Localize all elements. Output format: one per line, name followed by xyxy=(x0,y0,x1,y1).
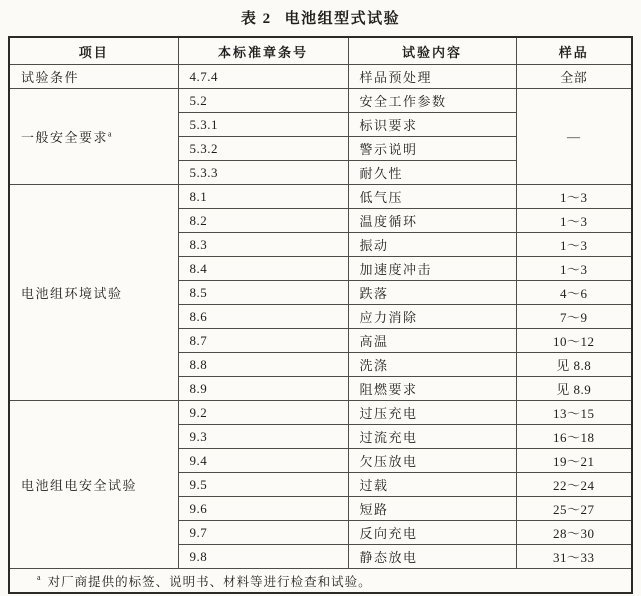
content-cell: 应力消除 xyxy=(348,305,516,329)
sample-cell: 1～3 xyxy=(516,233,632,257)
clause-cell: 8.1 xyxy=(178,185,348,209)
sample-cell: 19～21 xyxy=(516,449,632,473)
sample-cell: 见 8.9 xyxy=(516,377,632,401)
content-cell: 低气压 xyxy=(348,185,516,209)
clause-cell: 8.4 xyxy=(178,257,348,281)
clause-cell: 9.4 xyxy=(178,449,348,473)
content-cell: 洗涤 xyxy=(348,353,516,377)
footnote xyxy=(9,569,632,594)
group-item-cell: 电池组电安全试验 xyxy=(9,401,178,569)
table-row xyxy=(9,65,632,89)
content-cell: 警示说明 xyxy=(348,137,516,161)
table-row xyxy=(9,89,632,113)
table-title-text: 电池组型式试验 xyxy=(284,11,401,27)
clause-cell: 8.2 xyxy=(178,209,348,233)
clause-cell: 8.9 xyxy=(178,377,348,401)
clause-cell: 8.3 xyxy=(178,233,348,257)
clause-cell: 8.5 xyxy=(178,281,348,305)
clause-cell: 9.8 xyxy=(178,545,348,569)
type-test-table xyxy=(8,36,633,594)
clause-cell: 9.7 xyxy=(178,521,348,545)
clause-cell: 9.2 xyxy=(178,401,348,425)
sample-cell: 1～3 xyxy=(516,185,632,209)
group-item-label: 一般安全要求 xyxy=(21,130,109,145)
clause-cell: 9.3 xyxy=(178,425,348,449)
sample-cell: 全部 xyxy=(516,65,632,89)
sample-cell: 7～9 xyxy=(516,305,632,329)
footnote-text: 对厂商提供的标签、说明书、材料等进行检查和试验。 xyxy=(47,574,372,589)
clause-cell: 8.6 xyxy=(178,305,348,329)
content-cell: 安全工作参数 xyxy=(348,89,516,113)
sample-cell: 22～24 xyxy=(516,473,632,497)
sample-cell: 1～3 xyxy=(516,209,632,233)
clause-cell: 5.3.3 xyxy=(178,161,348,185)
group-item-cell xyxy=(9,89,178,185)
content-cell: 过流充电 xyxy=(348,425,516,449)
sample-cell: 4～6 xyxy=(516,281,632,305)
footnote-marker-superscript: a xyxy=(37,573,41,583)
clause-cell: 9.6 xyxy=(178,497,348,521)
clause-cell: 8.8 xyxy=(178,353,348,377)
content-cell: 高温 xyxy=(348,329,516,353)
table-title xyxy=(0,7,641,28)
sample-cell: 28～30 xyxy=(516,521,632,545)
footnote-row xyxy=(9,569,632,594)
column-header-content: 试验内容 xyxy=(348,37,516,65)
content-cell: 标识要求 xyxy=(348,113,516,137)
content-cell: 振动 xyxy=(348,233,516,257)
sample-cell: 16～18 xyxy=(516,425,632,449)
sample-cell: 31～33 xyxy=(516,545,632,569)
clause-cell: 5.2 xyxy=(178,89,348,113)
sample-cell: 1～3 xyxy=(516,257,632,281)
content-cell: 过载 xyxy=(348,473,516,497)
table-number: 表 2 xyxy=(240,11,272,27)
clause-cell: 5.3.2 xyxy=(178,137,348,161)
sample-cell: 见 8.8 xyxy=(516,353,632,377)
column-header-clause: 本标准章条号 xyxy=(178,37,348,65)
content-cell: 静态放电 xyxy=(348,545,516,569)
content-cell: 温度循环 xyxy=(348,209,516,233)
clause-cell: 9.5 xyxy=(178,473,348,497)
table-row xyxy=(9,185,632,209)
content-cell: 加速度冲击 xyxy=(348,257,516,281)
content-cell: 样品预处理 xyxy=(348,65,516,89)
group-item-cell: 试验条件 xyxy=(9,65,178,89)
content-cell: 跌落 xyxy=(348,281,516,305)
sample-cell: 13～15 xyxy=(516,401,632,425)
group-item-cell: 电池组环境试验 xyxy=(9,185,178,401)
content-cell: 反向充电 xyxy=(348,521,516,545)
content-cell: 阻燃要求 xyxy=(348,377,516,401)
merged-sample-cell: — xyxy=(516,89,632,185)
header-row xyxy=(9,37,632,65)
clause-cell: 5.3.1 xyxy=(178,113,348,137)
sample-cell: 10～12 xyxy=(516,329,632,353)
content-cell: 过压充电 xyxy=(348,401,516,425)
content-cell: 欠压放电 xyxy=(348,449,516,473)
clause-cell: 8.7 xyxy=(178,329,348,353)
clause-cell: 4.7.4 xyxy=(178,65,348,89)
table-row xyxy=(9,401,632,425)
column-header-item: 项目 xyxy=(9,37,178,65)
column-header-sample: 样品 xyxy=(516,37,632,65)
sample-cell: 25～27 xyxy=(516,497,632,521)
content-cell: 耐久性 xyxy=(348,161,516,185)
content-cell: 短路 xyxy=(348,497,516,521)
footnote-marker-superscript: a xyxy=(108,129,112,139)
